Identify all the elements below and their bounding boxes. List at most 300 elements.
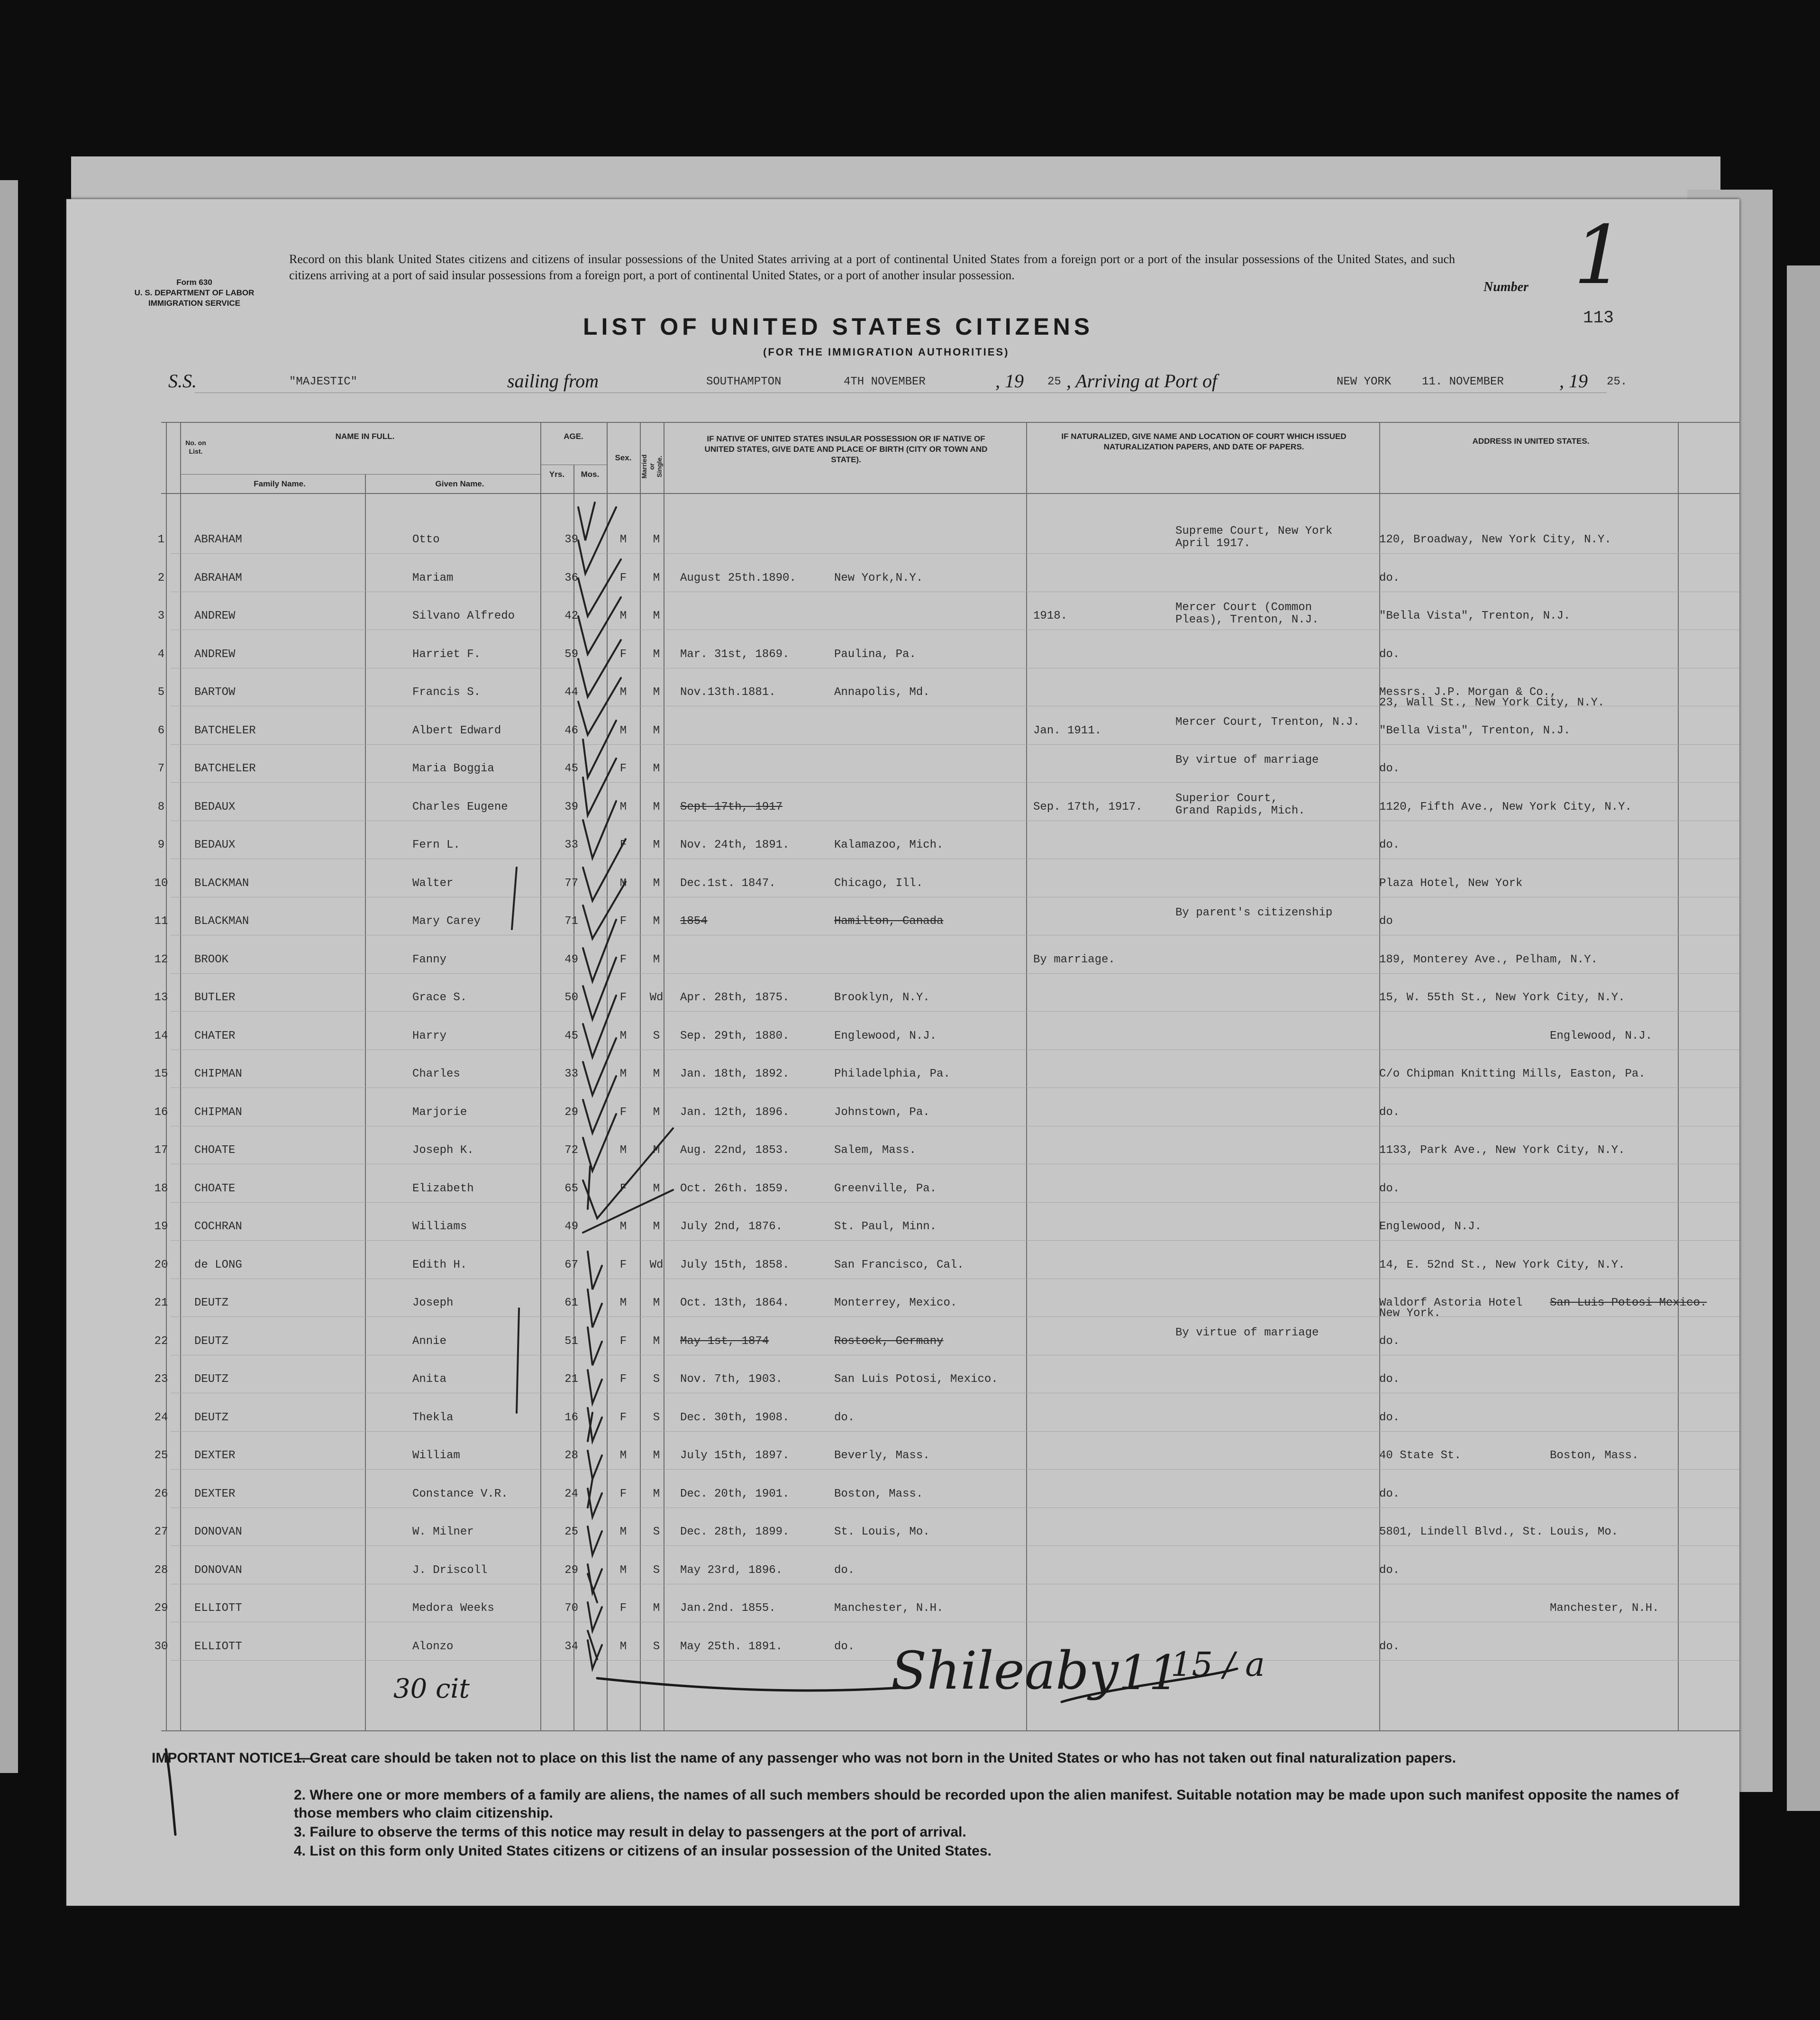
cell-age: 49	[564, 1220, 578, 1233]
cell-age: 39	[564, 801, 578, 813]
cell-no: 24	[154, 1411, 168, 1424]
cell-no: 3	[157, 610, 165, 622]
cell-given: Constance V.R.	[412, 1488, 508, 1500]
cell-ms: M	[653, 1220, 660, 1233]
cell-addr: Waldorf Astoria Hotel	[1379, 1297, 1523, 1309]
handwritten-fraction: 15 / a	[1171, 1645, 1265, 1684]
cell-family: BLACKMAN	[194, 915, 249, 928]
handwritten-tally: 30 cit	[393, 1673, 470, 1704]
cell-ms: M	[653, 877, 660, 890]
cell-addr-line2: 23, Wall St., New York City, N.Y.	[1379, 696, 1605, 709]
cell-given: Fern L.	[412, 839, 460, 851]
cell-age: 29	[564, 1564, 578, 1577]
cell-ms: M	[653, 648, 660, 661]
cell-sex: F	[619, 1335, 627, 1348]
cell-addr: Messrs. J.P. Morgan & Co.,	[1379, 686, 1557, 699]
cell-no: 30	[154, 1640, 168, 1653]
cell-ms: S	[653, 1564, 660, 1577]
cell-bplace: San Luis Potosi, Mexico.	[834, 1373, 998, 1386]
cell-no: 19	[154, 1220, 168, 1233]
cell-no: 4	[157, 648, 165, 661]
cell-bplace: Kalamazoo, Mich.	[834, 839, 944, 851]
check-mark	[583, 759, 616, 815]
cell-sex: M	[619, 877, 627, 890]
cell-court: By virtue of marriage	[1175, 754, 1319, 767]
cell-ms: S	[653, 1030, 660, 1042]
cell-family: CHIPMAN	[194, 1068, 242, 1080]
cell-bplace: Johnstown, Pa.	[834, 1106, 930, 1119]
cell-age: 46	[564, 724, 578, 737]
cell-given: Silvano Alfredo	[412, 610, 515, 622]
cell-family: ANDREW	[194, 610, 236, 622]
check-mark	[578, 503, 595, 540]
cell-city: Englewood, N.J.	[1550, 1030, 1653, 1042]
cell-natdate: 1918.	[1033, 610, 1068, 622]
cell-sex: M	[619, 1297, 627, 1309]
cell-bplace: New York,N.Y.	[834, 572, 923, 585]
cell-family: DEUTZ	[194, 1411, 229, 1424]
cell-bplace: Brooklyn, N.Y.	[834, 991, 930, 1004]
cell-age: 65	[564, 1182, 578, 1195]
cell-given: Charles Eugene	[412, 801, 508, 813]
cell-natdate: Sep. 17th, 1917.	[1033, 801, 1143, 813]
cell-addr: 14, E. 52nd St., New York City, N.Y.	[1379, 1259, 1625, 1271]
cell-bdate: August 25th.1890.	[680, 572, 796, 585]
cell-sex: F	[619, 839, 627, 851]
year-prefix: , 19	[995, 370, 1024, 392]
cell-sex: M	[619, 801, 627, 813]
check-mark	[588, 1289, 602, 1327]
cell-bplace: Greenville, Pa.	[834, 1182, 937, 1195]
cell-given: W. Milner	[412, 1526, 474, 1538]
cell-bplace: Philadelphia, Pa.	[834, 1068, 950, 1080]
cell-family: ABRAHAM	[194, 533, 242, 546]
col-sex-header: Sex.	[615, 453, 632, 462]
cell-bdate: May 23rd, 1896.	[680, 1564, 783, 1577]
pen-stroke	[512, 868, 517, 929]
notice-heading: IMPORTANT NOTICE.—	[152, 1750, 311, 1766]
cell-no: 16	[154, 1106, 168, 1119]
col-age-header: AGE.	[564, 432, 583, 441]
cell-bplace: do.	[834, 1564, 855, 1577]
cell-ms: Wd	[649, 991, 664, 1004]
cell-addr: do	[1379, 915, 1393, 928]
cell-court: Superior Court,	[1175, 792, 1278, 805]
col-family-header: Family Name.	[254, 479, 306, 488]
cell-ms: M	[653, 1182, 660, 1195]
cell-age: 51	[564, 1335, 578, 1348]
cell-family: BATCHELER	[194, 724, 256, 737]
cell-no: 12	[154, 953, 168, 966]
cell-bdate: May 1st, 1874	[680, 1335, 769, 1348]
cell-addr: do.	[1379, 1335, 1400, 1348]
cell-bplace: Boston, Mass.	[834, 1488, 923, 1500]
cell-addr: "Bella Vista", Trenton, N.J.	[1379, 724, 1571, 737]
cell-ms: Wd	[649, 1259, 664, 1271]
cell-given: J. Driscoll	[412, 1564, 488, 1577]
cell-sex: F	[619, 1411, 627, 1424]
cell-family: DONOVAN	[194, 1526, 242, 1538]
cell-age: 16	[564, 1411, 578, 1424]
cell-family: ANDREW	[194, 648, 236, 661]
cell-family: BLACKMAN	[194, 877, 249, 890]
cell-bdate: 1854	[680, 915, 708, 928]
cell-no: 7	[157, 762, 165, 775]
arrival-port: NEW YORK	[1337, 375, 1392, 388]
arrival-date: 11. NOVEMBER	[1422, 375, 1504, 388]
cell-age: 61	[564, 1297, 578, 1309]
cell-sex: M	[619, 1564, 627, 1577]
cell-family: ABRAHAM	[194, 572, 242, 585]
check-mark	[583, 1114, 616, 1171]
cell-given: Annie	[412, 1335, 447, 1348]
notice-item-1: 1. Great care should be taken not to place on this list the name of any passenger who was not born in the United States or who has not taken out final naturalization papers.	[294, 1750, 1456, 1766]
pen-stroke	[588, 1166, 590, 1209]
cell-no: 29	[154, 1602, 168, 1615]
cell-bplace: do.	[834, 1411, 855, 1424]
service: IMMIGRATION SERVICE	[148, 299, 240, 308]
cell-bdate: Jan. 18th, 1892.	[680, 1068, 790, 1080]
cell-given: Alonzo	[412, 1640, 454, 1653]
cell-bplace: Monterrey, Mexico.	[834, 1297, 957, 1309]
citizen-list-form	[66, 199, 1739, 1906]
cell-given: Edith H.	[412, 1259, 467, 1271]
cell-family: CHOATE	[194, 1182, 236, 1195]
cell-addr: 15, W. 55th St., New York City, N.Y.	[1379, 991, 1625, 1004]
cell-no: 2	[157, 572, 165, 585]
left-adjacent-page	[0, 180, 18, 1773]
arriving-label: , Arriving at Port of	[1066, 370, 1218, 392]
cell-given: William	[412, 1449, 460, 1462]
department: U. S. DEPARTMENT OF LABOR	[134, 288, 255, 297]
cell-bdate: Nov. 24th, 1891.	[680, 839, 790, 851]
check-mark	[588, 1252, 602, 1289]
cell-no: 22	[154, 1335, 168, 1348]
cell-addr: "Bella Vista", Trenton, N.J.	[1379, 610, 1571, 622]
cell-no: 21	[154, 1297, 168, 1309]
cell-given: Charles	[412, 1068, 460, 1080]
cell-ms: M	[653, 1488, 660, 1500]
cell-ms: S	[653, 1526, 660, 1538]
cell-family: ELLIOTT	[194, 1640, 242, 1653]
cell-bdate: Nov. 7th, 1903.	[680, 1373, 783, 1386]
cell-sex: F	[619, 572, 627, 585]
notice-item-4: 4. List on this form only United States citizens or citizens of an insular possession of the United States.	[294, 1843, 992, 1859]
check-mark	[583, 1190, 673, 1233]
cell-sex: F	[619, 953, 627, 966]
cell-sex: F	[619, 1373, 627, 1386]
cell-sex: M	[619, 1640, 627, 1653]
cell-given: Elizabeth	[412, 1182, 474, 1195]
signature-underline	[597, 1678, 901, 1691]
cell-age: 59	[564, 648, 578, 661]
cell-age: 28	[564, 1449, 578, 1462]
cell-addr: do.	[1379, 1640, 1400, 1653]
cell-age: 33	[564, 1068, 578, 1080]
cell-no: 28	[154, 1564, 168, 1577]
cell-court: By parent's citizenship	[1175, 906, 1333, 919]
cell-no: 26	[154, 1488, 168, 1500]
cell-family: BARTOW	[194, 686, 236, 699]
cell-age: 21	[564, 1373, 578, 1386]
cell-addr: 1120, Fifth Ave., New York City, N.Y.	[1379, 801, 1632, 813]
cell-no: 15	[154, 1068, 168, 1080]
cell-given: Joseph	[412, 1297, 454, 1309]
cell-sex: F	[619, 1259, 627, 1271]
cell-bplace: Manchester, N.H.	[834, 1602, 944, 1615]
handwritten-signature: Shileaby	[891, 1640, 1119, 1701]
cell-addr: do.	[1379, 1411, 1400, 1424]
cell-addr: do.	[1379, 1106, 1400, 1119]
cell-no: 13	[154, 991, 168, 1004]
cell-court-line2: April 1917.	[1175, 537, 1251, 550]
list-number: 113	[1583, 308, 1614, 328]
cell-age: 70	[564, 1602, 578, 1615]
cell-sex: F	[619, 1602, 627, 1615]
cell-sex: M	[619, 686, 627, 699]
number-label: Number	[1483, 280, 1529, 294]
intro-text: Record on this blank United States citizens and citizens of insular possessions of the United States arriving at a port of continental United States from a foreign port or a port of the insular possessions of the United States, and such citizens arriving at a port of said insular possessions from a foreign port, a port of continental United States, or a port of another insular possession.	[289, 252, 1455, 282]
cell-bdate: July 2nd, 1876.	[680, 1220, 783, 1233]
check-mark	[588, 1327, 602, 1365]
cell-ms: M	[653, 1068, 660, 1080]
cell-court: Mercer Court, Trenton, N.J.	[1175, 716, 1360, 729]
cell-ms: M	[653, 724, 660, 737]
cell-family: DEUTZ	[194, 1297, 229, 1309]
cell-ms: M	[653, 572, 660, 585]
cell-addr: 1133, Park Ave., New York City, N.Y.	[1379, 1144, 1625, 1157]
cell-given: Albert Edward	[412, 724, 501, 737]
cell-given: Maria Boggia	[412, 762, 494, 775]
check-mark	[588, 1451, 602, 1479]
cell-no: 25	[154, 1449, 168, 1462]
cell-bplace: St. Paul, Minn.	[834, 1220, 937, 1233]
cell-given: Francis S.	[412, 686, 481, 699]
cell-court-line2: Grand Rapids, Mich.	[1175, 804, 1305, 817]
cell-bdate: Dec.1st. 1847.	[680, 877, 776, 890]
cell-city: San Luis Potosi Mexico.	[1550, 1297, 1707, 1309]
cell-no: 8	[157, 801, 165, 813]
cell-sex: M	[619, 1220, 627, 1233]
cell-bdate: Sep. 29th, 1880.	[680, 1030, 790, 1042]
cell-sex: F	[619, 648, 627, 661]
cell-sex: F	[619, 1106, 627, 1119]
cell-family: BROOK	[194, 953, 229, 966]
cell-given: Joseph K.	[412, 1144, 474, 1157]
cell-given: Walter	[412, 877, 454, 890]
cell-sex: F	[619, 1182, 627, 1195]
cell-court: Mercer Court (Common	[1175, 601, 1312, 614]
ship-name: "MAJESTIC"	[289, 375, 358, 388]
cell-age: 24	[564, 1488, 578, 1500]
cell-no: 11	[154, 915, 168, 928]
cell-bdate: Dec. 30th, 1908.	[680, 1411, 790, 1424]
cell-age: 34	[564, 1640, 578, 1653]
cell-ms: M	[653, 1297, 660, 1309]
cell-ms: S	[653, 1411, 660, 1424]
cell-sex: M	[619, 1030, 627, 1042]
col-mos-header: Mos.	[581, 470, 600, 479]
cell-natdate: By marriage.	[1033, 953, 1115, 966]
sail-year: 25	[1047, 375, 1061, 388]
cell-ms: M	[653, 915, 660, 928]
cell-bdate: Jan. 12th, 1896.	[680, 1106, 790, 1119]
cell-family: DEUTZ	[194, 1373, 229, 1386]
cell-ms: M	[653, 953, 660, 966]
form-number: Form 630	[176, 278, 212, 287]
cell-family: DEXTER	[194, 1449, 236, 1462]
cell-bdate: Jan.2nd. 1855.	[680, 1602, 776, 1615]
notice-item-2: 2. Where one or more members of a family are aliens, the names of all such members should be recorded upon the alien manifest. Suitable notation may be made upon such manifest opposite the names of those members who claim citizenship.	[294, 1787, 1679, 1821]
cell-addr: do.	[1379, 1488, 1400, 1500]
cell-no: 14	[154, 1030, 168, 1042]
cell-court-line2: Pleas), Trenton, N.J.	[1175, 613, 1319, 626]
cell-ms: M	[653, 686, 660, 699]
cell-sex: F	[619, 762, 627, 775]
cell-given: Fanny	[412, 953, 447, 966]
cell-addr: 40 State St.	[1379, 1449, 1461, 1462]
cell-age: 44	[564, 686, 578, 699]
cell-bdate: Oct. 13th, 1864.	[680, 1297, 790, 1309]
cell-sex: F	[619, 991, 627, 1004]
cell-city: Manchester, N.H.	[1550, 1602, 1659, 1615]
cell-age: 33	[564, 839, 578, 851]
check-mark	[583, 1128, 673, 1218]
cell-age: 29	[564, 1106, 578, 1119]
col-no-header: No. on List.	[185, 439, 206, 455]
cell-natdate: Jan. 1911.	[1033, 724, 1102, 737]
cell-bdate: Nov.13th.1881.	[680, 686, 776, 699]
cell-bplace: Englewood, N.J.	[834, 1030, 937, 1042]
cell-sex: M	[619, 1449, 627, 1462]
form-subtitle: (FOR THE IMMIGRATION AUTHORITIES)	[763, 346, 1010, 358]
cell-bplace: do.	[834, 1640, 855, 1653]
notice-item-3: 3. Failure to observe the terms of this notice may result in delay to passengers at the port of arrival.	[294, 1824, 966, 1840]
cell-family: BATCHELER	[194, 762, 256, 775]
cell-ms: M	[653, 801, 660, 813]
cell-addr: do.	[1379, 572, 1400, 585]
cell-family: BUTLER	[194, 991, 236, 1004]
cell-addr: do.	[1379, 648, 1400, 661]
cell-age: 36	[564, 572, 578, 585]
pen-stroke	[588, 1574, 597, 1602]
cell-age: 42	[564, 610, 578, 622]
cell-age: 77	[564, 877, 578, 890]
sailing-label: sailing from	[507, 370, 599, 392]
cell-age: 25	[564, 1526, 578, 1538]
cell-ms: M	[653, 610, 660, 622]
departure-port: SOUTHAMPTON	[706, 375, 782, 388]
cell-bplace: Salem, Mass.	[834, 1144, 916, 1157]
cell-addr: Englewood, N.J.	[1379, 1220, 1482, 1233]
form-title: LIST OF UNITED STATES CITIZENS	[583, 313, 1094, 340]
cell-age: 67	[564, 1259, 578, 1271]
cell-no: 6	[157, 724, 165, 737]
col-yrs-header: Yrs.	[549, 470, 565, 479]
cell-bdate: May 25th. 1891.	[680, 1640, 783, 1653]
cell-sex: F	[619, 1488, 627, 1500]
cell-sex: M	[619, 610, 627, 622]
cell-no: 27	[154, 1526, 168, 1538]
cell-ms: S	[653, 1373, 660, 1386]
col-birth-header: IF NATIVE OF UNITED STATES INSULAR POSSESSION OR IF NATIVE OF UNITED STATES, GIVE DATE AND PLACE OF BIRTH (CITY OR TOWN AND STATE).	[704, 434, 988, 464]
cell-ms: M	[653, 533, 660, 546]
cell-ms: M	[653, 762, 660, 775]
cell-family: CHOATE	[194, 1144, 236, 1157]
cell-court: Supreme Court, New York	[1175, 525, 1333, 538]
cell-ms: M	[653, 1335, 660, 1348]
cell-ms: M	[653, 1602, 660, 1615]
check-mark	[578, 507, 616, 574]
cell-family: ELLIOTT	[194, 1602, 242, 1615]
cell-addr: 120, Broadway, New York City, N.Y.	[1379, 533, 1611, 546]
cell-no: 20	[154, 1259, 168, 1271]
cell-addr: C/o Chipman Knitting Mills, Easton, Pa.	[1379, 1068, 1646, 1080]
sail-date: 4TH NOVEMBER	[844, 375, 926, 388]
cell-given: Mariam	[412, 572, 454, 585]
cell-bplace: St. Louis, Mo.	[834, 1526, 930, 1538]
cell-sex: M	[619, 1526, 627, 1538]
cell-sex: M	[619, 1068, 627, 1080]
arrival-year-prefix: , 19	[1559, 370, 1588, 392]
cell-sex: M	[619, 1144, 627, 1157]
cell-no: 10	[154, 877, 168, 890]
cell-no: 17	[154, 1144, 168, 1157]
cell-addr: Plaza Hotel, New York	[1379, 877, 1523, 890]
check-mark	[588, 1370, 602, 1403]
cell-ms: M	[653, 1449, 660, 1462]
arrival-year: 25.	[1607, 375, 1628, 388]
cell-addr: 189, Monterey Ave., Pelham, N.Y.	[1379, 953, 1598, 966]
cell-bdate: Aug. 22nd, 1853.	[680, 1144, 790, 1157]
cell-addr: do.	[1379, 1373, 1400, 1386]
cell-given: Thekla	[412, 1411, 454, 1424]
check-mark	[588, 1526, 602, 1555]
cell-bplace: San Francisco, Cal.	[834, 1259, 964, 1271]
cell-addr-line2: New York.	[1379, 1307, 1441, 1320]
cell-age: 49	[564, 953, 578, 966]
cell-bdate: Apr. 28th, 1875.	[680, 991, 790, 1004]
cell-bdate: July 15th, 1858.	[680, 1259, 790, 1271]
cell-given: Marjorie	[412, 1106, 467, 1119]
cell-family: de LONG	[194, 1259, 242, 1271]
cell-given: Medora Weeks	[412, 1602, 494, 1615]
cell-bdate: July 15th, 1897.	[680, 1449, 790, 1462]
cell-family: DEUTZ	[194, 1335, 229, 1348]
cell-no: 18	[154, 1182, 168, 1195]
cell-bplace: Beverly, Mass.	[834, 1449, 930, 1462]
pen-stroke	[517, 1308, 519, 1413]
cell-age: 71	[564, 915, 578, 928]
cell-given: Mary Carey	[412, 915, 481, 928]
col-naturalized-header: IF NATURALIZED, GIVE NAME AND LOCATION OF COURT WHICH ISSUED NATURALIZATION PAPERS, AND DATE OF PAPERS.	[1061, 432, 1347, 451]
ss-label: S.S.	[168, 370, 197, 392]
cell-family: DONOVAN	[194, 1564, 242, 1577]
cell-given: Grace S.	[412, 991, 467, 1004]
col-address-header: ADDRESS IN UNITED STATES.	[1472, 437, 1590, 446]
cell-given: Harriet F.	[412, 648, 481, 661]
cell-family: BEDAUX	[194, 801, 236, 813]
cell-given: Anita	[412, 1373, 447, 1386]
cell-age: 45	[564, 1030, 578, 1042]
cell-ms: M	[653, 1144, 660, 1157]
cell-given: Harry	[412, 1030, 447, 1042]
cell-addr: do.	[1379, 1182, 1400, 1195]
cell-sex: M	[619, 533, 627, 546]
cell-family: DEXTER	[194, 1488, 236, 1500]
cell-bplace: Hamilton, Canada	[834, 915, 944, 928]
cell-family: CHATER	[194, 1030, 236, 1042]
